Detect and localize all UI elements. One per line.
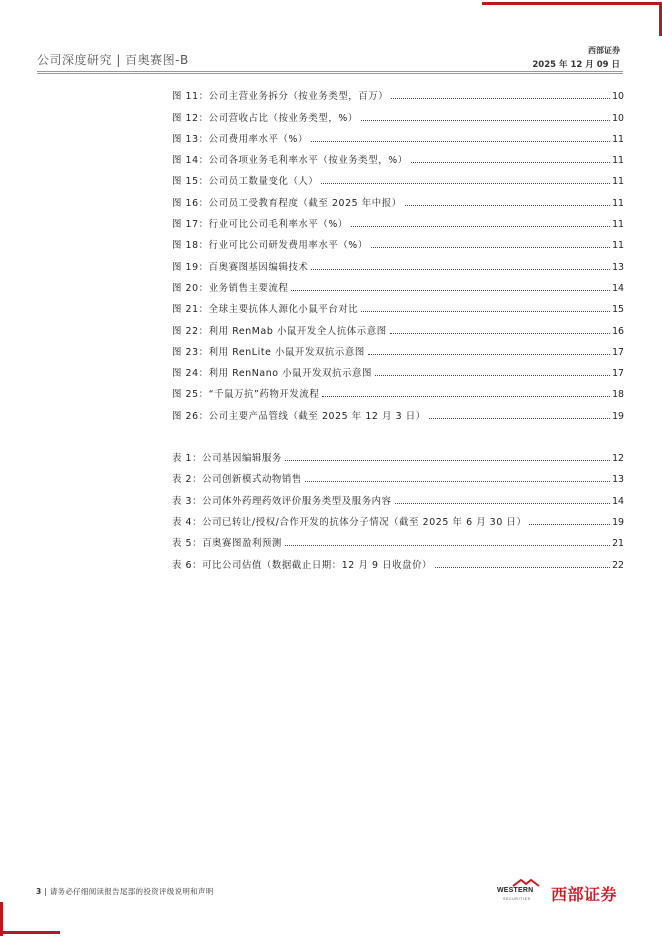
figure-entry[interactable] [172,81,624,102]
figure-entry[interactable] [172,145,624,166]
dot-leader [435,567,610,568]
dot-leader [351,226,610,227]
report-title: 公司深度研究 | 百奥赛图-B [37,53,189,67]
toc-entry-page: 18 [612,389,624,401]
dot-leader [429,418,610,419]
logo-chinese: 西部证券 [551,885,618,904]
toc-entry-label: 图 18：行业可比公司研发费用率水平（%） [172,240,368,252]
broker-name: 西部证券 [588,46,620,55]
figure-entry[interactable] [172,230,624,251]
table-entry[interactable] [172,464,624,485]
toc-entry-label: 图 14：公司各项业务毛利率水平（按业务类型，%） [172,155,408,167]
toc-entry-page: 11 [612,219,624,231]
dot-leader [390,333,610,334]
toc-entry-label: 图 17：行业可比公司毛利率水平（%） [172,219,348,231]
dot-leader [411,162,610,163]
footer-disclaimer [36,886,214,897]
toc-entry-page: 11 [612,133,624,145]
toc-entry-page: 11 [612,176,624,188]
toc-entry-page: 13 [612,474,624,486]
disclaimer-text: 请务必仔细阅读报告尾部的投资评级说明和声明 [49,887,214,896]
toc-entry-label: 图 20：业务销售主要流程 [172,282,289,294]
dot-leader [305,481,610,482]
table-entry[interactable] [172,443,624,464]
toc-entry-page: 17 [612,368,624,380]
page-number: 3 [36,887,42,896]
logo-wing-icon [511,879,541,887]
toc-entry-page: 10 [612,112,624,124]
figure-entry[interactable] [172,400,624,421]
logo-subtitle: SECURITIES [503,897,531,901]
toc-entry-label: 图 26：公司主要产品管线（截至 2025 年 12 月 3 日） [172,410,426,422]
toc-entry-label: 图 22：利用 RenMab 小鼠开发全人抗体示意图 [172,325,387,337]
toc-entry-page: 16 [612,325,624,337]
footer-separator: | [44,887,50,896]
header-rule-bottom [37,73,623,74]
table-entry[interactable] [172,528,624,549]
toc-gap [172,422,624,443]
table-entry[interactable] [172,507,624,528]
dot-leader [395,503,610,504]
toc-entry-page: 13 [612,261,624,273]
toc-entry-label: 图 19：百奥赛图基因编辑技术 [172,261,309,273]
table-list [172,443,624,571]
dot-leader [311,141,610,142]
toc-entry-page: 19 [612,516,624,528]
dot-leader [405,205,610,206]
toc-entry-page: 14 [612,495,624,507]
report-date: 2025 年 12 月 09 日 [532,60,620,70]
toc-entry-label: 表 5：百奥赛图盈利预测 [172,538,282,550]
toc-entry-label: 表 4：公司已转让/授权/合作开发的抗体分子情况（截至 2025 年 6 月 30 日） [172,516,527,528]
figure-entry[interactable] [172,294,624,315]
dot-leader [311,269,610,270]
figure-entry[interactable] [172,315,624,336]
toc-entry-page: 21 [612,538,624,550]
table-of-contents [172,81,624,571]
dot-leader [361,120,610,121]
header-rule-top [37,71,623,72]
toc-entry-label: 图 11：公司主营业务拆分（按业务类型，百万） [172,91,389,103]
figure-entry[interactable] [172,251,624,272]
broker-logo [497,881,622,905]
dot-leader [285,545,610,546]
toc-entry-label: 表 1：公司基因编辑服务 [172,453,282,465]
dot-leader [391,98,610,99]
toc-entry-page: 17 [612,346,624,358]
toc-entry-page: 10 [612,91,624,103]
toc-entry-page: 11 [612,240,624,252]
toc-entry-page: 11 [612,197,624,209]
dot-leader [291,290,610,291]
dot-leader [529,524,610,525]
table-entry[interactable] [172,485,624,506]
toc-entry-page: 19 [612,410,624,422]
toc-entry-label: 图 12：公司营收占比（按业务类型，%） [172,112,358,124]
figure-entry[interactable] [172,124,624,145]
figure-entry[interactable] [172,379,624,400]
toc-entry-page: 22 [612,559,624,571]
logo-english: WESTERN [497,887,534,894]
toc-entry-label: 图 21：全球主要抗体人源化小鼠平台对比 [172,304,359,316]
dot-leader [322,396,610,397]
toc-entry-label: 图 25：“千鼠万抗”药物开发流程 [172,389,320,401]
toc-entry-label: 表 3：公司体外药理药效评价服务类型及服务内容 [172,495,392,507]
toc-entry-label: 图 23：利用 RenLite 小鼠开发双抗示意图 [172,346,365,358]
figure-entry[interactable] [172,337,624,358]
figure-entry[interactable] [172,187,624,208]
figure-entry[interactable] [172,166,624,187]
table-entry[interactable] [172,549,624,570]
corner-accent-bottom-horizontal [0,931,60,934]
toc-entry-label: 图 13：公司费用率水平（%） [172,133,308,145]
figure-entry[interactable] [172,102,624,123]
figure-list [172,81,624,422]
dot-leader [321,183,610,184]
toc-entry-label: 表 2：公司创新模式动物销售 [172,474,302,486]
dot-leader [285,460,610,461]
toc-entry-label: 表 6：可比公司估值（数据截止日期：12 月 9 日收盘价） [172,559,433,571]
corner-accent-top-horizontal [482,2,662,5]
dot-leader [368,354,610,355]
figure-entry[interactable] [172,273,624,294]
toc-entry-page: 12 [612,453,624,465]
dot-leader [361,311,610,312]
toc-entry-page: 15 [612,304,624,316]
toc-entry-label: 图 15：公司员工数量变化（人） [172,176,319,188]
dot-leader [371,247,610,248]
toc-entry-label: 图 16：公司员工受教育程度（截至 2025 年中报） [172,197,402,209]
figure-entry[interactable] [172,358,624,379]
toc-entry-page: 14 [612,282,624,294]
toc-entry-page: 11 [612,155,624,167]
toc-entry-label: 图 24：利用 RenNano 小鼠开发双抗示意图 [172,368,372,380]
dot-leader [375,375,610,376]
figure-entry[interactable] [172,209,624,230]
